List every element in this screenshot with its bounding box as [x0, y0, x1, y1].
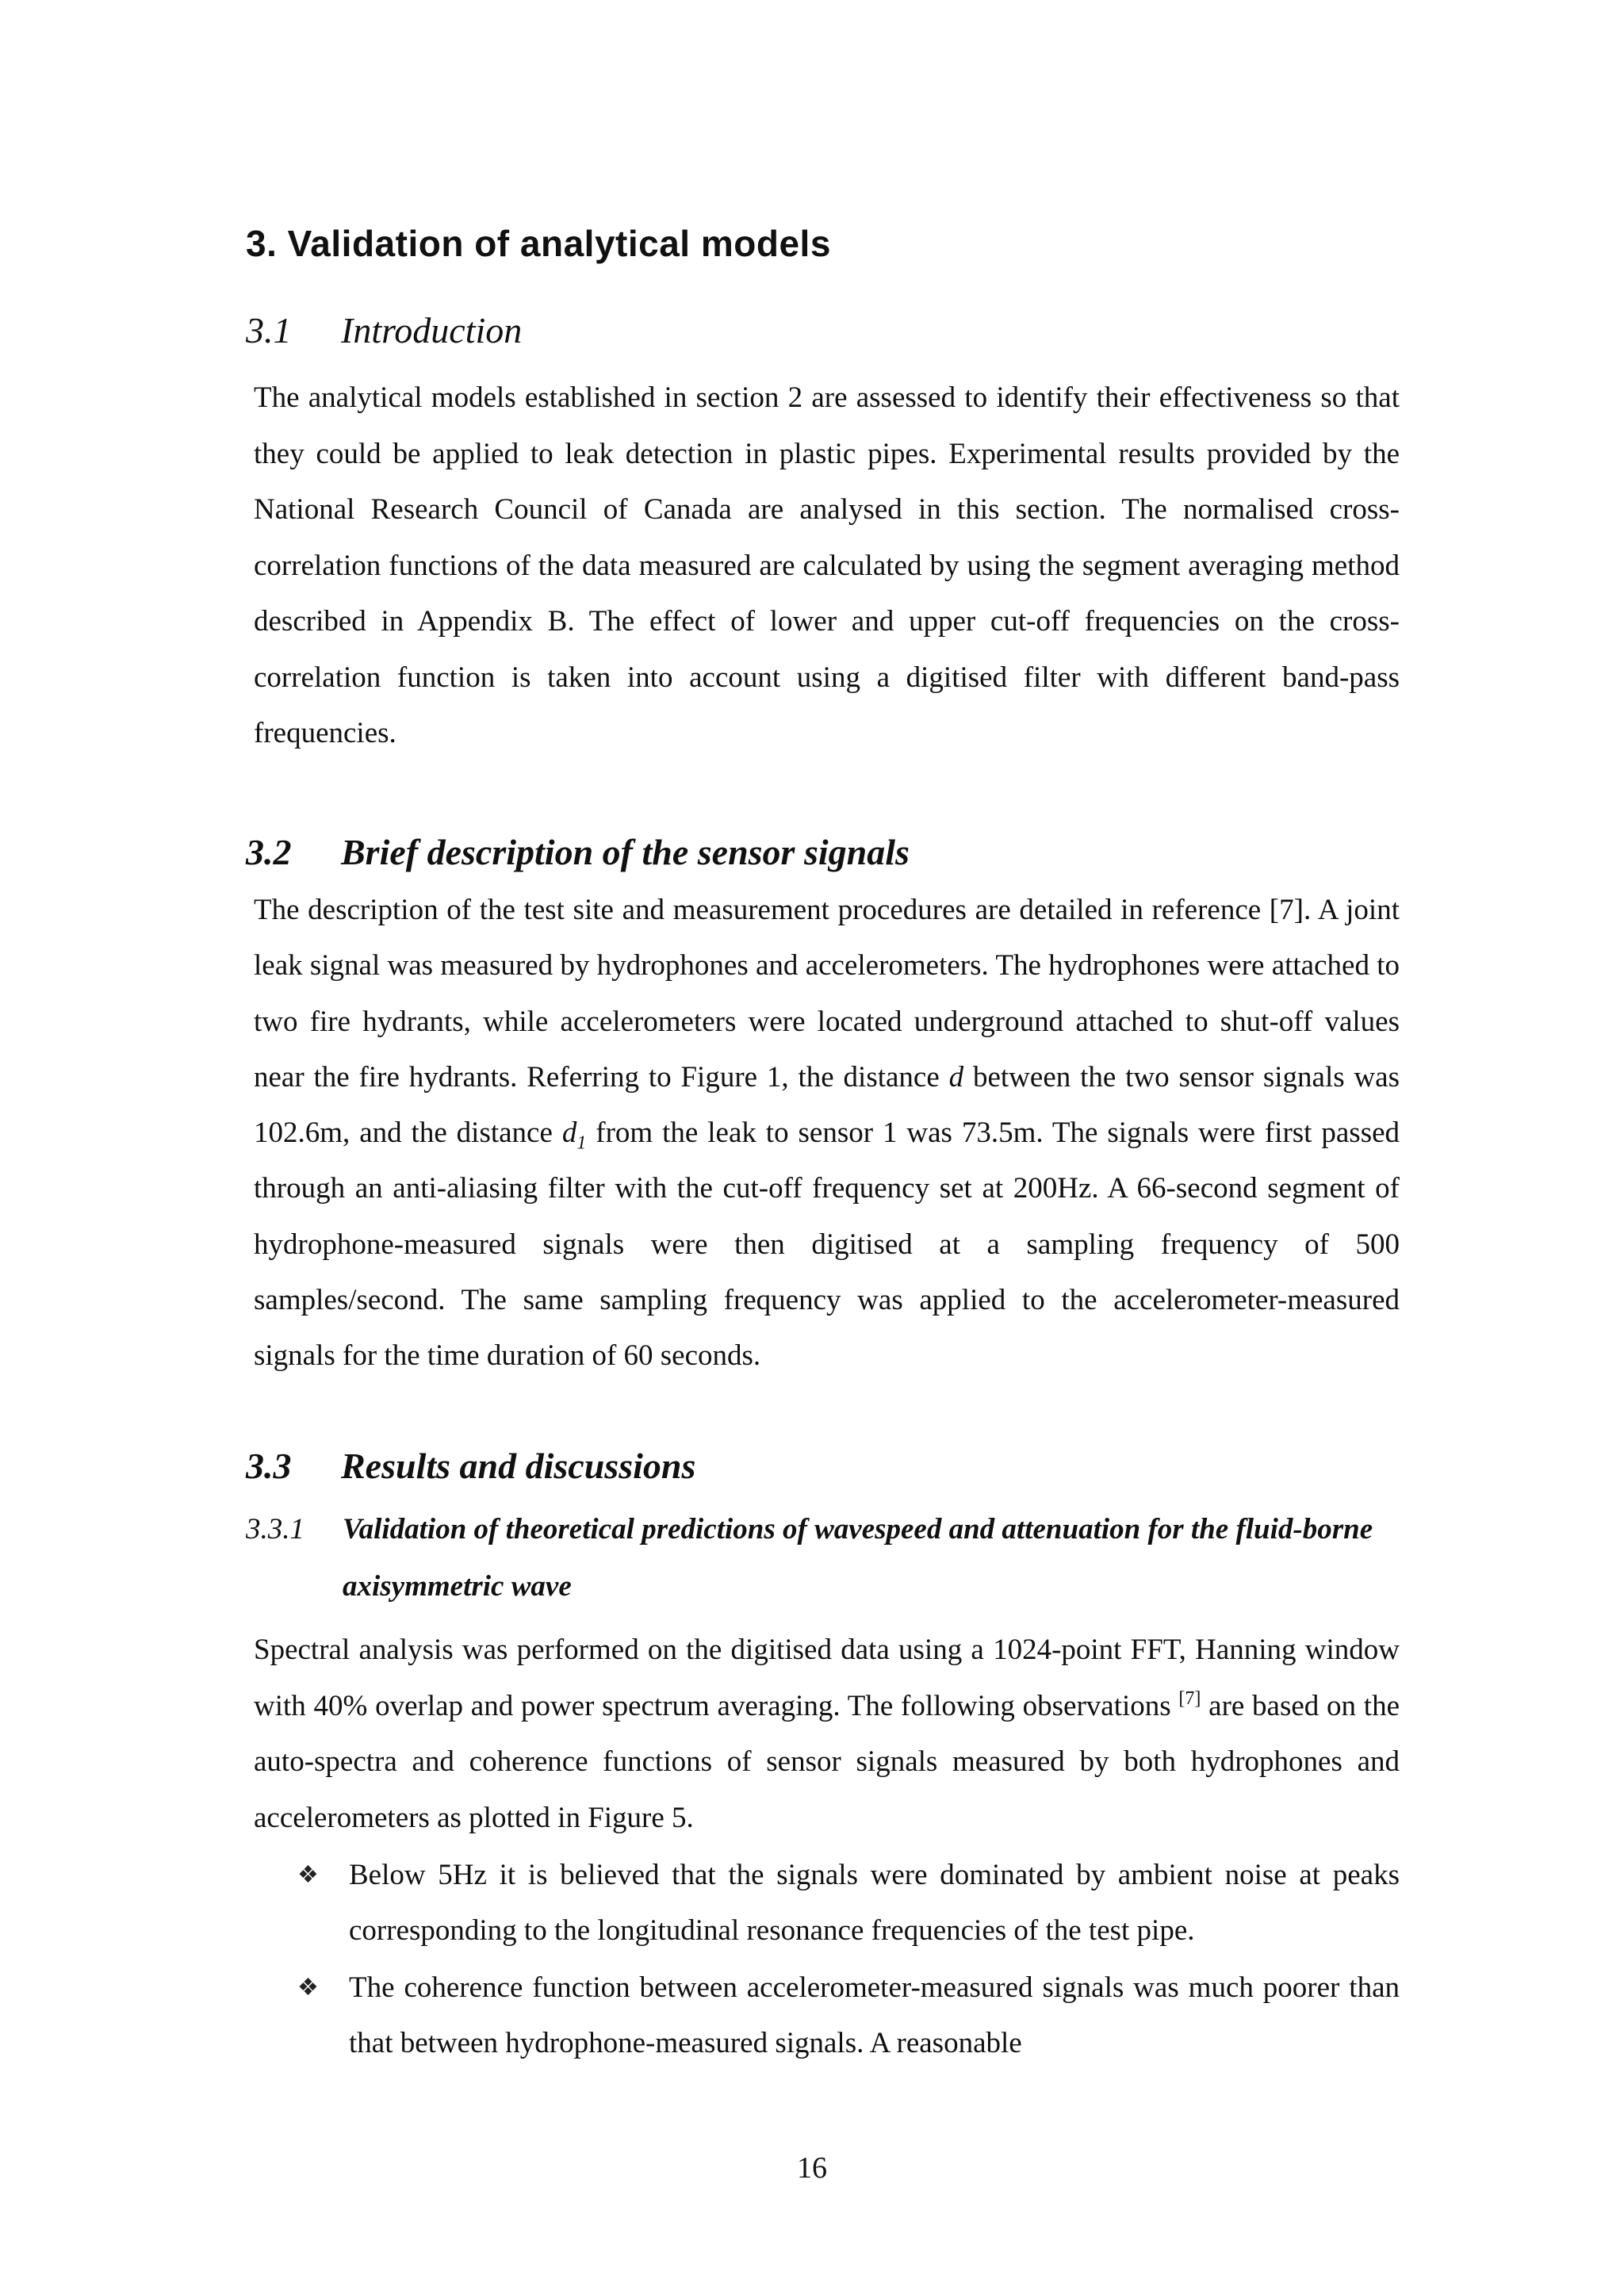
section-number: 3.2 — [246, 832, 292, 872]
diamond-dots-icon: ❖ — [297, 1862, 319, 1888]
section-heading-3-1 — [246, 309, 522, 351]
chapter-heading — [246, 222, 831, 265]
section-heading-3-3 — [246, 1445, 695, 1487]
reference-marker: [7] — [1178, 1687, 1201, 1709]
distance-d1-symbol: $d_1$ — [561, 1117, 587, 1154]
sensor-paragraph: The description of the test site and measurement procedures are detailed in reference [7]. A joint leak signal was measured by hydrophones and accelerometers. The hydrophones were attached to two fire hydrants, while accelerometers were located underground attached to shut-off values near the fire hydrants. Referring to Figure 1, the distance d between the two sensor signals was 102.6m, and the distance $d_1$ from the leak to sensor 1 was 73.5m. The signals were first passed through an anti-aliasing filter with the cut-off frequency set at 200Hz. A 66-second segment of hydrophone-measured signals were then digitised at a sampling frequency of 500 samples/second. The same sampling frequency was applied to the accelerometer-measured signals for the time duration of 60 seconds. — [254, 894, 1400, 1373]
page-number: 16 — [797, 2151, 827, 2185]
chapter-number: 3. — [246, 223, 278, 264]
intro-paragraph: The analytical models established in section 2 are assessed to identify their effectiveness so that they could be applied to leak detection in plastic pipes. Experimental results provided by the National Research Council of Canada are analysed in this section. The normalised cross-correlation functions of the data measured are calculated by using the segment averaging method described in Appendix B. The effect of lower and upper cut-off frequencies on the cross-correlation function is taken into account using a digitised filter with different band-pass frequencies. — [254, 381, 1400, 749]
document-page: 3. Validation of analytical models 3.1 Introduction The analytical models established in section 2 are assessed to identify their effectiveness so that they could be applied to leak detection in plastic pipes. Experimental results provided by the National Research Council of Canada are analysed in this section. The normalised cross-correlation functions of the data measured are calculated by using the segment averaging method described in Appendix B. The effect of lower and upper cut-off frequencies on the cross-correlation function is taken into account using a digitised filter with different band-pass frequencies. 3.2 Brief description of the sensor signals The description of the test site and measurement procedures are detailed in reference [7]. A joint leak signal was measured by hydrophones and accelerometers. The hydrophones were attached to two fire hydrants, while accelerometers were located underground attached to shut-off values near the fire hydrants. Referring to Figure 1, the distance d between the two sensor signals was 102.6m, and the distance $d_1$ from the leak to sensor 1 was 73.5m. The signals were first passed through an anti-aliasing filter with the cut-off frequency set at 200Hz. A 66-second segment of hydrophone-measured signals were then digitised at a sampling frequency of 500 samples/second. The same sampling frequency was applied to the accelerometer-measured signals for the time duration of 60 seconds. 3.3 Results and discussions 3.3.1 Validation of theoretical predictions of wavespeed and attenuation for the fluid-borne axisymmetric wave Spectral analysis was performed on the digitised data using a 1024-point FFT, Hanning window with 40% overlap and power spectrum averaging. The following observations [7] are based on the auto-spectra and coherence functions of sensor signals measured by both hydrophones and accelerometers as plotted in Figure 5. ❖ Below 5Hz it is believed that the signals were dominated by ambient noise at peaks corresponding to the longitudinal resonance frequencies of the test pipe. ❖ The coherence function between accelerometer-measured signals was much poorer than that between hydrophone-measured signals. A reasonable 16 — [0, 0, 1624, 2283]
diamond-dots-icon: ❖ — [297, 1975, 319, 2001]
distance-symbol: d — [948, 1060, 964, 1094]
chapter-title: Validation of analytical models — [287, 223, 831, 264]
section-number: 3.3 — [246, 1446, 292, 1486]
section-number: 3.1 — [246, 310, 292, 350]
section-title: Results and discussions — [341, 1446, 696, 1486]
spectral-paragraph: Spectral analysis was performed on the digitised data using a 1024-point FFT, Hanning window with 40% overlap and power spectrum averaging. The following observations [7] are based on the auto-spectra and coherence functions of sensor signals measured by both hydrophones and accelerometers as plotted in Figure 5. — [254, 1634, 1400, 1834]
section-heading-3-2 — [246, 831, 910, 873]
section-title: Brief description of the sensor signals — [341, 832, 910, 872]
section-title: Introduction — [341, 310, 523, 350]
subsection-title: Validation of theoretical predictions of wavespeed and attenuation for the fluid-borne axisymmetric wave — [343, 1513, 1373, 1603]
subsection-number: 3.3.1 — [246, 1513, 304, 1546]
